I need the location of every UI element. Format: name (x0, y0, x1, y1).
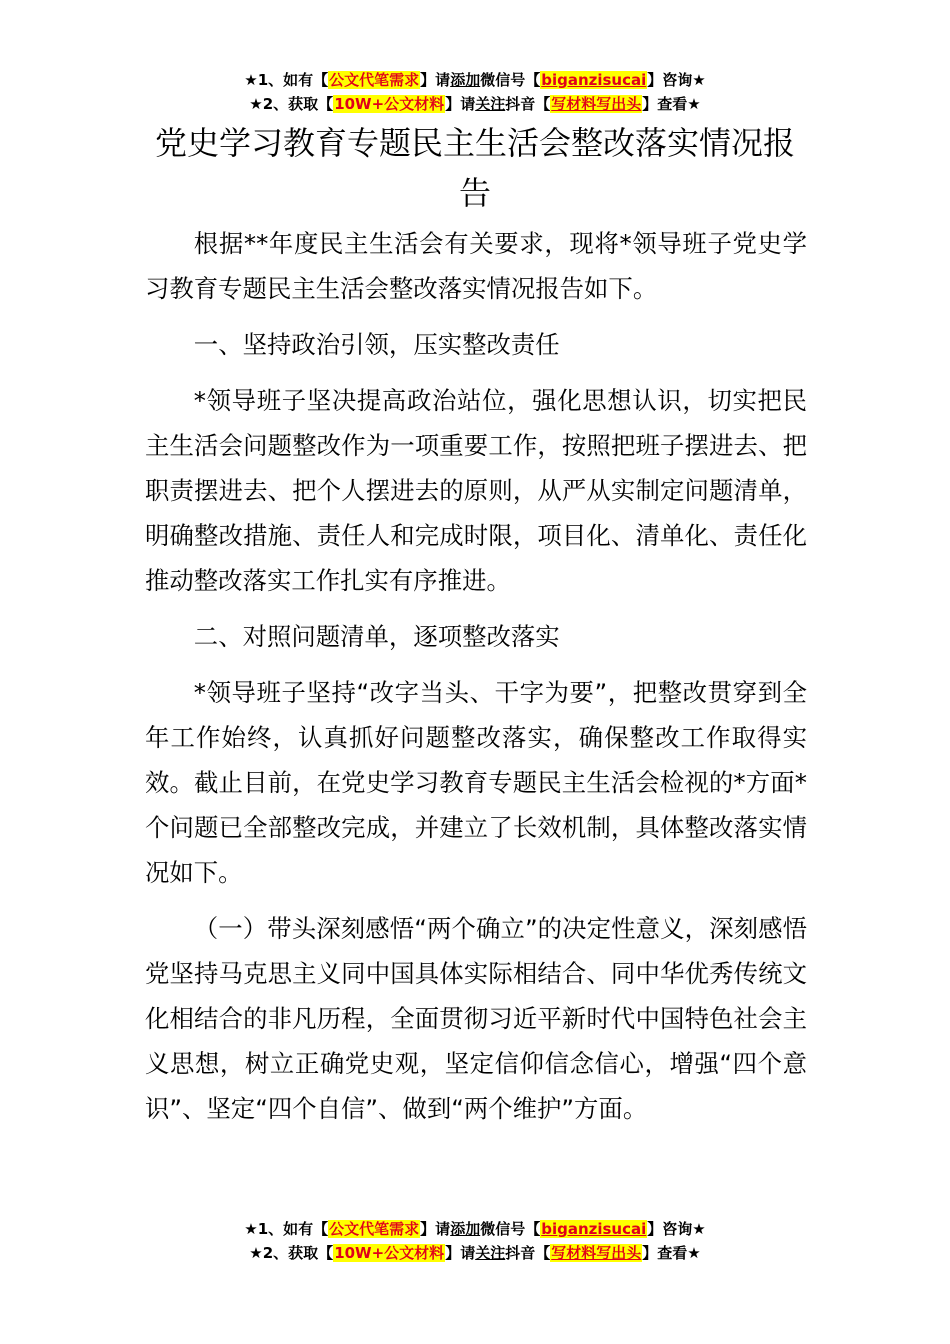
paragraph: *领导班子坚决提高政治站位，强化思想认识，切实把民主生活会问题整改作为一项重要工作，按照把班子摆进去、把职责摆进去、把个人摆进去的原则，从严从实制定问题清单，明确整改措施、责任人和完成时限，项目化、清单化、责任化推动整改落实工作扎实有序推进。 (145, 386, 807, 595)
banner-text: 微信号【 (480, 1220, 541, 1238)
paragraph: *领导班子坚持“改字当头、干字为要”，把整改贯穿到全年工作始终，认真抓好问题整改落实，确保整改工作取得实效。截止目前，在党史学习教育专题民主生活会检视的*方面*个问题已全部整改完成，并建立了长效机制，具体整改落实情况如下。 (145, 678, 807, 887)
header-banner (0, 68, 950, 116)
footer-banner (0, 1217, 950, 1265)
banner-text: 】请 (445, 95, 476, 113)
banner-text: ★1、如有【 (244, 71, 329, 89)
banner-highlight: 10W+公文材料 (334, 1244, 445, 1262)
banner-text: 】请 (420, 71, 451, 89)
banner-wechat-id: biganzisucai (541, 1220, 647, 1238)
banner-line-1 (0, 68, 950, 92)
banner-underline: 关注 (475, 1244, 506, 1262)
banner-text: 抖音【 (505, 95, 551, 113)
banner-underline: 关注 (475, 95, 506, 113)
paragraph: （一）带头深刻感悟“两个确立”的决定性意义，深刻感悟党坚持马克思主义同中国具体实际相结合、同中华优秀传统文化相结合的非凡历程，全面贯彻习近平新时代中国特色社会主义思想，树立正确党史观，坚定信仰信念信心，增强“四个意识”、坚定“四个自信”、做到“两个维护”方面。 (145, 914, 807, 1123)
banner-douyin-id: 写材料写出头 (551, 95, 642, 113)
banner-text: 】咨询★ (647, 1220, 706, 1238)
banner-douyin-id: 写材料写出头 (551, 1244, 642, 1262)
banner-text: ★1、如有【 (244, 1220, 329, 1238)
banner-underline: 添加 (450, 71, 481, 89)
paragraph-intro: 根据**年度民主生活会有关要求，现将*领导班子党史学习教育专题民主生活会整改落实情况报告如下。 (145, 229, 807, 303)
banner-highlight: 公文代笔需求 (329, 1220, 420, 1238)
section-heading-2: 二、对照问题清单，逐项整改落实 (193, 622, 560, 651)
document-body (145, 221, 807, 1142)
banner-line-2 (0, 92, 950, 116)
banner-text: 】请 (445, 1244, 476, 1262)
banner-line-2 (0, 1241, 950, 1265)
banner-text: 】请 (420, 1220, 451, 1238)
banner-text: 抖音【 (505, 1244, 551, 1262)
banner-wechat-id: biganzisucai (541, 71, 647, 89)
section-heading-1: 一、坚持政治引领，压实整改责任 (193, 330, 560, 359)
document-title: 党史学习教育专题民主生活会整改落实情况报告 (154, 124, 795, 212)
banner-text: 】查看★ (642, 1244, 701, 1262)
banner-text: 】查看★ (642, 95, 701, 113)
banner-highlight: 10W+公文材料 (334, 95, 445, 113)
banner-text: ★2、获取【 (249, 1244, 334, 1262)
banner-line-1 (0, 1217, 950, 1241)
banner-text: 微信号【 (480, 71, 541, 89)
banner-highlight: 公文代笔需求 (329, 71, 420, 89)
banner-text: ★2、获取【 (249, 95, 334, 113)
banner-underline: 添加 (450, 1220, 481, 1238)
banner-text: 】咨询★ (647, 71, 706, 89)
